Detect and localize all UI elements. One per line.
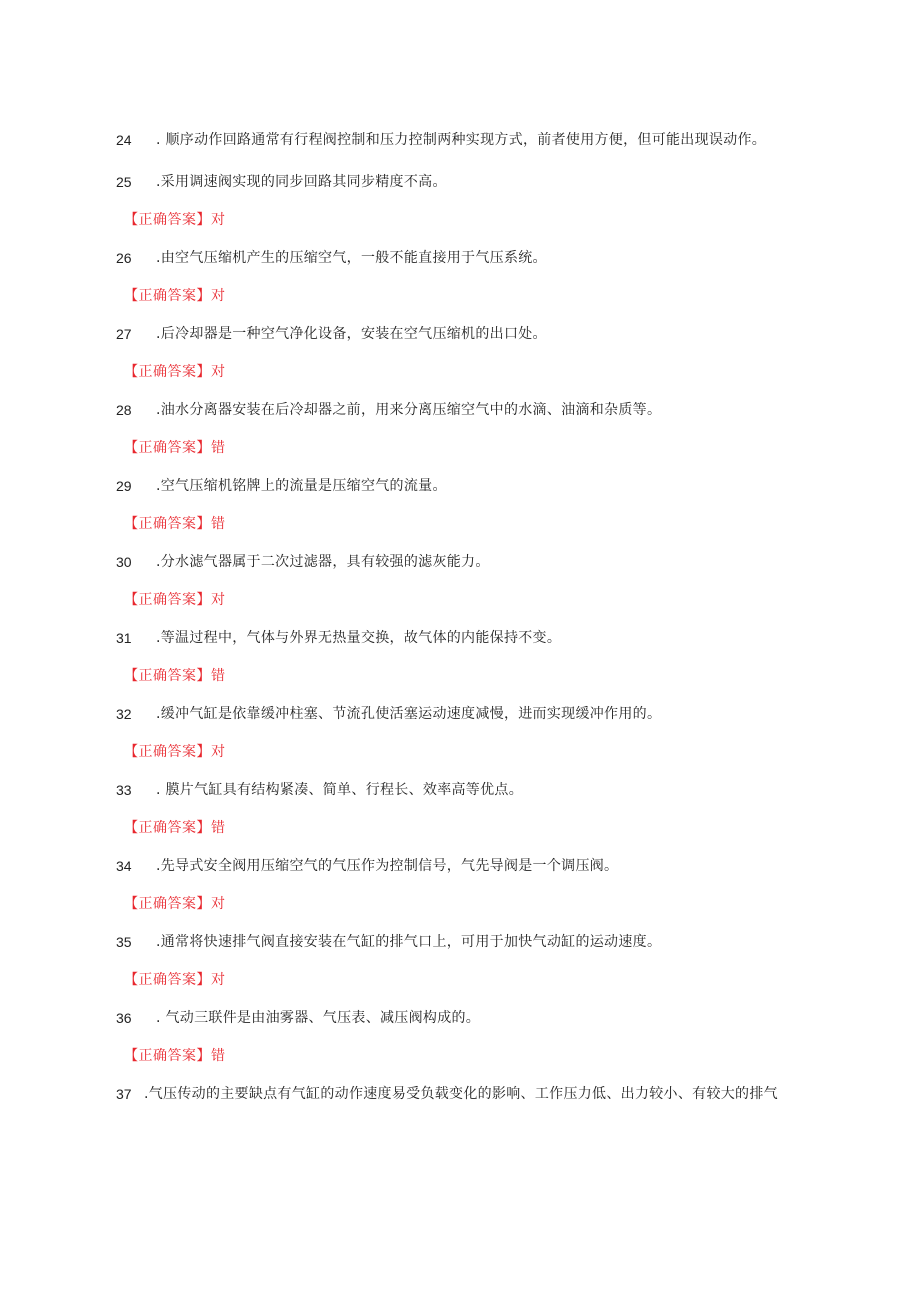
answer-label: 【正确答案】错: [124, 820, 226, 836]
question-text: .通常将快速排气阀直接安装在气缸的排气口上，可用于加快气动缸的运动速度。: [156, 934, 662, 950]
question-number: 37: [116, 1086, 132, 1102]
question-text: .油水分离器安装在后冷却器之前，用来分离压缩空气中的水滴、油滴和杂质等。: [156, 402, 662, 418]
answer-label: 【正确答案】对: [124, 364, 226, 380]
question-number: 26: [116, 250, 132, 266]
question-number: 27: [116, 326, 132, 342]
question-text: .由空气压缩机产生的压缩空气，一般不能直接用于气压系统。: [156, 250, 547, 266]
question-number: 31: [116, 630, 132, 646]
answer-label: 【正确答案】对: [124, 288, 226, 304]
answer-label: 【正确答案】对: [124, 592, 226, 608]
question-number: 25: [116, 174, 132, 190]
question-number: 35: [116, 934, 132, 950]
answer-label: 【正确答案】错: [124, 1048, 226, 1064]
answer-label: 【正确答案】对: [124, 212, 226, 228]
question-text: .缓冲气缸是依靠缓冲柱塞、节流孔使活塞运动速度减慢，进而实现缓冲作用的。: [156, 706, 662, 722]
answer-label: 【正确答案】错: [124, 668, 226, 684]
question-number: 29: [116, 478, 132, 494]
question-number: 36: [116, 1010, 132, 1026]
answer-label: 【正确答案】对: [124, 896, 226, 912]
question-number: 24: [116, 132, 132, 148]
question-text: .气压传动的主要缺点有气缸的动作速度易受负载变化的影响、工作压力低、出力较小、有较大的排气: [144, 1086, 778, 1102]
question-number: 32: [116, 706, 132, 722]
question-number: 33: [116, 782, 132, 798]
question-number: 34: [116, 858, 132, 874]
question-text: .后冷却器是一种空气净化设备，安装在空气压缩机的出口处。: [156, 326, 547, 342]
question-text: . 膜片气缸具有结构紧凑、简单、行程长、效率高等优点。: [156, 782, 523, 798]
answer-label: 【正确答案】对: [124, 972, 226, 988]
answer-label: 【正确答案】错: [124, 516, 226, 532]
answer-label: 【正确答案】错: [124, 440, 226, 456]
question-text: .空气压缩机铭牌上的流量是压缩空气的流量。: [156, 478, 447, 494]
question-number: 30: [116, 554, 132, 570]
question-text: . 顺序动作回路通常有行程阀控制和压力控制两种实现方式，前者使用方便，但可能出现误动作。: [156, 132, 767, 148]
question-text: .分水滤气器属于二次过滤器，具有较强的滤灰能力。: [156, 554, 490, 570]
answer-label: 【正确答案】对: [124, 744, 226, 760]
question-text: .等温过程中，气体与外界无热量交换，故气体的内能保持不变。: [156, 630, 562, 646]
question-text: . 气动三联件是由油雾器、气压表、减压阀构成的。: [156, 1010, 481, 1026]
question-text: .采用调速阀实现的同步回路其同步精度不高。: [156, 174, 447, 190]
question-number: 28: [116, 402, 132, 418]
question-text: .先导式安全阀用压缩空气的气压作为控制信号，气先导阀是一个调压阀。: [156, 858, 619, 874]
